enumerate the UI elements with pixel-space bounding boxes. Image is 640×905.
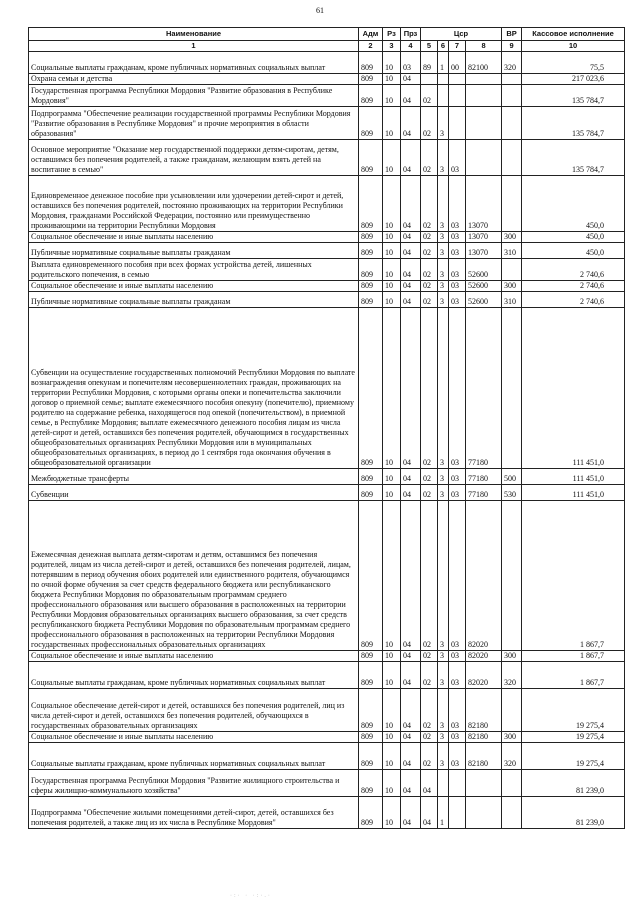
row-name: Охрана семьи и детства	[29, 74, 359, 85]
row-adm: 809	[359, 308, 383, 469]
row-csr-event: 03	[449, 469, 466, 485]
row-adm: 809	[359, 243, 383, 259]
row-csr-subprogram: 1	[438, 52, 449, 74]
row-csr-program: 02	[421, 308, 438, 469]
row-csr-event: 03	[449, 732, 466, 743]
row-csr-event: 03	[449, 501, 466, 651]
row-rz: 10	[383, 689, 401, 732]
row-prz: 04	[401, 469, 421, 485]
row-adm: 809	[359, 107, 383, 140]
row-sum: 19 275,4	[522, 743, 625, 770]
row-csr-subprogram: 3	[438, 469, 449, 485]
row-csr-program: 02	[421, 292, 438, 308]
table-row	[29, 176, 625, 232]
row-csr-event: 03	[449, 308, 466, 469]
row-name: Социальные выплаты гражданам, кроме публичных нормативных социальных выплат	[29, 662, 359, 689]
row-name: Подпрограмма "Обеспечение жилыми помещениями детей-сирот, детей, оставшихся без попечения родителей, а также лиц из их числа в Республике Мордовия"	[29, 797, 359, 829]
table-row	[29, 281, 625, 292]
row-sum: 135 784,7	[522, 107, 625, 140]
table-row	[29, 485, 625, 501]
row-name: Межбюджетные трансферты	[29, 469, 359, 485]
page-number: 61	[316, 6, 324, 15]
row-sum: 111 451,0	[522, 469, 625, 485]
row-csr-event	[449, 85, 466, 107]
row-csr-subprogram: 3	[438, 281, 449, 292]
row-name: Ежемесячная денежная выплата детям-сиротам и детям, оставшимся без попечения родителей, лицам из числа детей-сирот и детей, оставшихся без попечения родителей, лицам, потерявшим в период обучения обоих родителей или единственного родителя, обучающимся по очной форме обучения за счет средств федерального бюджета или республиканского бюджета Республики Мордовия по образовательным программам среднего профессионального образования или высшего образования в расположенных на территории Республики Мордовия образовательных организациях высшего образования, за счет средств республиканского бюджета Республики Мордовия по образовательным программам среднего профессионального образования в расположенных на территории Республики Мордовия государственных профессиональных образовательных организациях	[29, 501, 359, 651]
row-adm: 809	[359, 797, 383, 829]
row-csr-subprogram: 3	[438, 662, 449, 689]
row-vr	[502, 501, 522, 651]
column-number: 10	[522, 41, 625, 52]
row-csr-event: 03	[449, 689, 466, 732]
row-sum: 217 023,6	[522, 74, 625, 85]
row-sum: 1 867,7	[522, 651, 625, 662]
row-sum: 450,0	[522, 243, 625, 259]
row-csr-direction: 77180	[466, 485, 502, 501]
row-csr-program: 02	[421, 107, 438, 140]
table-row	[29, 308, 625, 469]
row-vr	[502, 176, 522, 232]
row-csr-program: 02	[421, 689, 438, 732]
row-rz: 10	[383, 501, 401, 651]
row-name: Социальное обеспечение детей-сирот и детей, оставшихся без попечения родителей, лиц из числа детей-сирот и детей, оставшихся без попечения родителей, обучающихся в государственных образовательных организациях	[29, 689, 359, 732]
row-csr-program: 02	[421, 85, 438, 107]
column-number: 2	[359, 41, 383, 52]
row-csr-program: 02	[421, 732, 438, 743]
row-sum: 2 740,6	[522, 259, 625, 281]
table-row	[29, 259, 625, 281]
row-csr-subprogram: 3	[438, 243, 449, 259]
table-row	[29, 662, 625, 689]
row-csr-subprogram	[438, 85, 449, 107]
row-adm: 809	[359, 259, 383, 281]
row-name: Выплата единовременного пособия при всех формах устройства детей, лишенных родительского попечения, в семью	[29, 259, 359, 281]
row-csr-direction: 82180	[466, 732, 502, 743]
row-name: Субвенции	[29, 485, 359, 501]
header-csr: Цср	[421, 28, 502, 41]
row-csr-direction: 77180	[466, 308, 502, 469]
row-prz: 04	[401, 308, 421, 469]
row-prz: 04	[401, 743, 421, 770]
row-name: Единовременное денежное пособие при усыновлении или удочерении детей-сирот и детей, оставшихся без попечения родителей, постоянно проживающих на территории Республики Мордовия, гражданами Российской Федерации, постоянно или преимущественно проживающими на территории Республики Мордовия	[29, 176, 359, 232]
row-adm: 809	[359, 732, 383, 743]
row-csr-event: 03	[449, 743, 466, 770]
row-sum: 2 740,6	[522, 292, 625, 308]
row-csr-event	[449, 797, 466, 829]
row-csr-program: 04	[421, 770, 438, 797]
row-vr	[502, 689, 522, 732]
row-adm: 809	[359, 232, 383, 243]
row-csr-program: 02	[421, 281, 438, 292]
row-csr-direction: 82100	[466, 52, 502, 74]
row-sum: 450,0	[522, 176, 625, 232]
column-number: 4	[401, 41, 421, 52]
row-rz: 10	[383, 259, 401, 281]
row-csr-subprogram: 3	[438, 232, 449, 243]
row-csr-subprogram: 3	[438, 292, 449, 308]
row-prz: 04	[401, 501, 421, 651]
row-vr	[502, 107, 522, 140]
row-vr: 320	[502, 52, 522, 74]
budget-table	[28, 27, 625, 829]
row-rz: 10	[383, 107, 401, 140]
row-csr-event	[449, 770, 466, 797]
row-vr	[502, 140, 522, 176]
row-vr: 300	[502, 281, 522, 292]
row-prz: 04	[401, 651, 421, 662]
row-name: Социальные выплаты гражданам, кроме публичных нормативных социальных выплат	[29, 743, 359, 770]
row-rz: 10	[383, 292, 401, 308]
header-prz: Прз	[401, 28, 421, 41]
row-csr-program: 02	[421, 176, 438, 232]
row-rz: 10	[383, 308, 401, 469]
row-csr-subprogram	[438, 770, 449, 797]
row-csr-program: 02	[421, 259, 438, 281]
row-csr-direction: 13070	[466, 232, 502, 243]
table-row	[29, 743, 625, 770]
table-row	[29, 689, 625, 732]
column-number: 7	[449, 41, 466, 52]
row-csr-event: 03	[449, 651, 466, 662]
row-csr-program: 02	[421, 501, 438, 651]
header-adm: Адм	[359, 28, 383, 41]
row-rz: 10	[383, 469, 401, 485]
row-csr-direction	[466, 74, 502, 85]
row-csr-subprogram: 3	[438, 259, 449, 281]
row-vr: 320	[502, 662, 522, 689]
row-vr: 530	[502, 485, 522, 501]
column-number: 5	[421, 41, 438, 52]
row-csr-direction: 13070	[466, 176, 502, 232]
row-csr-subprogram	[438, 74, 449, 85]
row-vr: 320	[502, 743, 522, 770]
row-vr	[502, 74, 522, 85]
row-csr-subprogram: 1	[438, 797, 449, 829]
row-csr-subprogram: 3	[438, 485, 449, 501]
row-csr-event: 03	[449, 176, 466, 232]
row-rz: 10	[383, 232, 401, 243]
row-csr-subprogram: 3	[438, 140, 449, 176]
row-adm: 809	[359, 85, 383, 107]
row-csr-program: 02	[421, 469, 438, 485]
row-prz: 04	[401, 107, 421, 140]
row-csr-program	[421, 74, 438, 85]
row-name: Основное мероприятие "Оказание мер государственной поддержки детям-сиротам, детям, оставшимся без попечения родителей, а также гражданам, желающим взять детей на воспитание в семью"	[29, 140, 359, 176]
row-csr-direction	[466, 770, 502, 797]
row-rz: 10	[383, 651, 401, 662]
row-rz: 10	[383, 662, 401, 689]
row-name: Социальное обеспечение и иные выплаты населению	[29, 651, 359, 662]
row-csr-event: 03	[449, 292, 466, 308]
row-prz: 04	[401, 281, 421, 292]
table-row	[29, 74, 625, 85]
row-name: Социальные выплаты гражданам, кроме публичных нормативных социальных выплат	[29, 52, 359, 74]
row-csr-event: 00	[449, 52, 466, 74]
row-rz: 10	[383, 281, 401, 292]
row-adm: 809	[359, 52, 383, 74]
row-prz: 04	[401, 732, 421, 743]
row-csr-subprogram: 3	[438, 308, 449, 469]
row-csr-event: 03	[449, 662, 466, 689]
row-sum: 111 451,0	[522, 485, 625, 501]
table-row	[29, 732, 625, 743]
row-csr-subprogram: 3	[438, 501, 449, 651]
row-sum: 81 239,0	[522, 770, 625, 797]
row-sum: 81 239,0	[522, 797, 625, 829]
row-vr	[502, 85, 522, 107]
row-rz: 10	[383, 243, 401, 259]
row-adm: 809	[359, 176, 383, 232]
row-vr	[502, 259, 522, 281]
row-sum: 19 275,4	[522, 732, 625, 743]
row-sum: 1 867,7	[522, 662, 625, 689]
row-rz: 10	[383, 176, 401, 232]
row-csr-event	[449, 74, 466, 85]
row-name: Субвенции на осуществление государственных полномочий Республики Мордовия по выплате вознаграждения опекунам и попечителям несовершеннолетних граждан, проживающих на территории Республики Мордовия, с которыми органы опеки и попечительства заключили договор о приемной семье; выплате ежемесячного пособия опекуну (попечителю), приемному родителю на содержание ребенка, находящегося под опекой (попечительством), в приемной семье, в Республике Мордовия; выплате ежемесячного денежного пособия лицам из числа детей-сирот и детей, оставшихся без попечения родителей, обучающимся в государственных общеобразовательных организациях Республики Мордовия или в муниципальных общеобразовательных организациях, в период до 1 сентября года окончания обучения в общеобразовательной организации	[29, 308, 359, 469]
row-vr: 300	[502, 232, 522, 243]
row-prz: 04	[401, 662, 421, 689]
row-csr-program: 02	[421, 232, 438, 243]
row-csr-direction: 52600	[466, 292, 502, 308]
row-sum: 135 784,7	[522, 140, 625, 176]
row-adm: 809	[359, 281, 383, 292]
row-adm: 809	[359, 292, 383, 308]
table-row	[29, 140, 625, 176]
row-csr-program: 02	[421, 243, 438, 259]
table-row	[29, 469, 625, 485]
row-csr-direction: 82020	[466, 501, 502, 651]
row-csr-program: 04	[421, 797, 438, 829]
header-sum: Кассовое исполнение	[522, 28, 625, 41]
row-prz: 04	[401, 770, 421, 797]
row-sum: 135 784,7	[522, 85, 625, 107]
row-adm: 809	[359, 469, 383, 485]
row-csr-subprogram: 3	[438, 743, 449, 770]
table-row	[29, 651, 625, 662]
row-csr-direction: 77180	[466, 469, 502, 485]
table-row	[29, 85, 625, 107]
row-csr-event: 03	[449, 259, 466, 281]
table-row	[29, 243, 625, 259]
row-vr: 310	[502, 243, 522, 259]
column-number: 8	[466, 41, 502, 52]
row-rz: 10	[383, 770, 401, 797]
row-csr-event: 03	[449, 140, 466, 176]
header-rz: Рз	[383, 28, 401, 41]
row-prz: 04	[401, 232, 421, 243]
row-rz: 10	[383, 52, 401, 74]
header-name: Наименование	[29, 28, 359, 41]
table-row	[29, 797, 625, 829]
column-number: 3	[383, 41, 401, 52]
row-rz: 10	[383, 797, 401, 829]
row-name: Публичные нормативные социальные выплаты гражданам	[29, 292, 359, 308]
row-csr-direction	[466, 107, 502, 140]
row-sum: 1 867,7	[522, 501, 625, 651]
row-name: Социальное обеспечение и иные выплаты населению	[29, 732, 359, 743]
row-sum: 450,0	[522, 232, 625, 243]
row-csr-program: 02	[421, 662, 438, 689]
table-row	[29, 770, 625, 797]
row-name: Социальное обеспечение и иные выплаты населению	[29, 232, 359, 243]
header-vr: ВР	[502, 28, 522, 41]
row-sum: 75,5	[522, 52, 625, 74]
row-adm: 809	[359, 651, 383, 662]
row-csr-direction: 82020	[466, 662, 502, 689]
table-row	[29, 292, 625, 308]
row-adm: 809	[359, 140, 383, 176]
row-prz: 04	[401, 176, 421, 232]
row-prz: 04	[401, 140, 421, 176]
row-prz: 04	[401, 259, 421, 281]
row-name: Публичные нормативные социальные выплаты гражданам	[29, 243, 359, 259]
row-vr: 310	[502, 292, 522, 308]
row-csr-program: 89	[421, 52, 438, 74]
row-csr-direction: 82180	[466, 743, 502, 770]
row-csr-direction	[466, 140, 502, 176]
table-row	[29, 107, 625, 140]
row-name: Государственная программа Республики Мордовия "Развитие жилищного строительства и сферы жилищно-коммунального хозяйства"	[29, 770, 359, 797]
row-vr: 300	[502, 651, 522, 662]
row-rz: 10	[383, 743, 401, 770]
row-vr: 500	[502, 469, 522, 485]
row-vr	[502, 797, 522, 829]
table-row	[29, 52, 625, 74]
table-row	[29, 501, 625, 651]
row-csr-direction	[466, 85, 502, 107]
row-csr-subprogram: 3	[438, 176, 449, 232]
row-csr-event: 03	[449, 243, 466, 259]
row-sum: 111 451,0	[522, 308, 625, 469]
row-sum: 2 740,6	[522, 281, 625, 292]
row-adm: 809	[359, 689, 383, 732]
column-number: 9	[502, 41, 522, 52]
row-csr-subprogram: 3	[438, 689, 449, 732]
row-prz: 04	[401, 485, 421, 501]
row-prz: 04	[401, 292, 421, 308]
row-prz: 03	[401, 52, 421, 74]
row-adm: 809	[359, 662, 383, 689]
row-name: Государственная программа Республики Мордовия "Развитие образования в Республике Мордовия"	[29, 85, 359, 107]
row-rz: 10	[383, 732, 401, 743]
column-number: 1	[29, 41, 359, 52]
row-csr-event	[449, 107, 466, 140]
row-adm: 809	[359, 770, 383, 797]
row-csr-direction: 82180	[466, 689, 502, 732]
row-prz: 04	[401, 243, 421, 259]
column-number-row	[29, 41, 625, 52]
row-csr-direction: 52600	[466, 259, 502, 281]
table-row	[29, 232, 625, 243]
row-vr	[502, 308, 522, 469]
row-adm: 809	[359, 501, 383, 651]
row-rz: 10	[383, 485, 401, 501]
row-prz: 04	[401, 85, 421, 107]
row-csr-program: 02	[421, 743, 438, 770]
row-csr-direction	[466, 797, 502, 829]
row-sum: 19 275,4	[522, 689, 625, 732]
row-csr-program: 02	[421, 485, 438, 501]
row-prz: 04	[401, 689, 421, 732]
row-csr-direction: 52600	[466, 281, 502, 292]
scan-artifact: ·:· · ·:·.·	[230, 893, 272, 899]
row-csr-program: 02	[421, 651, 438, 662]
row-prz: 04	[401, 797, 421, 829]
row-name: Подпрограмма "Обеспечение реализации государственной программы Республики Мордовия "Развитие образования в Республике Мордовия" и прочие мероприятия в области образования"	[29, 107, 359, 140]
row-vr: 300	[502, 732, 522, 743]
row-csr-event: 03	[449, 281, 466, 292]
row-csr-event: 03	[449, 232, 466, 243]
column-number: 6	[438, 41, 449, 52]
row-csr-subprogram: 3	[438, 651, 449, 662]
row-csr-direction: 13070	[466, 243, 502, 259]
row-csr-subprogram: 3	[438, 107, 449, 140]
row-csr-program: 02	[421, 140, 438, 176]
row-adm: 809	[359, 743, 383, 770]
row-csr-direction: 82020	[466, 651, 502, 662]
row-csr-event: 03	[449, 485, 466, 501]
row-prz: 04	[401, 74, 421, 85]
row-name: Социальное обеспечение и иные выплаты населению	[29, 281, 359, 292]
header-row	[29, 28, 625, 41]
row-rz: 10	[383, 85, 401, 107]
row-rz: 10	[383, 140, 401, 176]
row-adm: 809	[359, 74, 383, 85]
row-rz: 10	[383, 74, 401, 85]
row-vr	[502, 770, 522, 797]
row-adm: 809	[359, 485, 383, 501]
row-csr-subprogram: 3	[438, 732, 449, 743]
